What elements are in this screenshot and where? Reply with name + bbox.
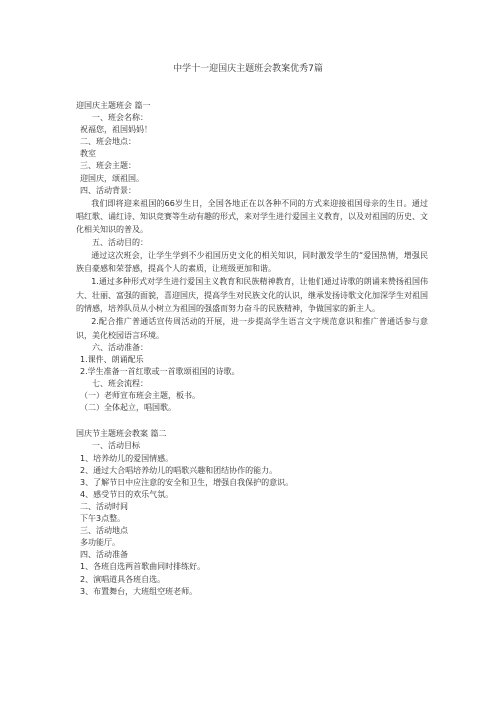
section-gap <box>76 414 428 428</box>
text-line: 四、活动背景： <box>80 185 136 195</box>
text-line: 二、活动时间 <box>80 501 128 511</box>
text-line: 1.课件、朗诵配乐 <box>80 354 144 364</box>
text-line: 下午3点整。 <box>80 514 126 524</box>
text-line: 2、演唱道具各班自选。 <box>80 574 166 584</box>
text-line: 三、班会主题： <box>80 161 136 171</box>
text-line: 4、感受节日的欢乐气氛。 <box>80 489 174 499</box>
text-line: 多功能厅。 <box>80 538 120 548</box>
paragraph: 2.配合推广普通话宣传周活动的开展，进一步提高学生语言文字规范意识和推广普通话参与意识，美化校园语言环境。 <box>76 317 428 340</box>
text-line: 祝福您，祖国妈妈！ <box>80 125 152 135</box>
text-line: 一、活动目标 <box>92 441 140 451</box>
document-body <box>76 100 428 598</box>
text-line: 七、班会流程： <box>92 379 148 389</box>
text-line: （二）全体起立，唱国歌。 <box>80 403 176 413</box>
text-line: 五、活动目的： <box>92 237 148 247</box>
text-line: 四、活动准备 <box>80 550 128 560</box>
text-line: 1、各班自选两首歌曲同时排练好。 <box>80 562 206 572</box>
paragraph: 1.通过多种形式对学生进行爱国主义教育和民族精神教育，让他们通过诗歌的朗诵来赞扬祖国伟大、壮丽、富强的面貌，喜迎国庆，提高学生对民族文化的认识，继承发扬诗歌文化加深学生对祖国的情感，培养队员从小树立为祖国的强盛而努力奋斗的民族精神，争做国家的新主人。 <box>76 277 428 313</box>
text-line: 二、班会地点： <box>80 137 136 147</box>
text-line: 3、了解节日中应注意的安全和卫生，增强自我保护的意识。 <box>80 477 294 487</box>
text-line: 2、通过大合唱培养幼儿的唱歌兴趣和团结协作的能力。 <box>80 465 278 475</box>
text-line: 一、班会名称： <box>92 113 148 123</box>
text-line: 六、活动准备： <box>92 342 148 352</box>
text-line: 迎国庆，颂祖国。 <box>80 173 144 183</box>
text-line: 2.学生准备一首红歌或一首歌颂祖国的诗歌。 <box>80 367 240 376</box>
text-line: 3、布置舞台，大班组空班老师。 <box>80 586 198 596</box>
section-heading: 迎国庆主题班会 篇一 <box>76 101 151 110</box>
text-line: （一）老师宣布班会主题，板书。 <box>80 391 200 401</box>
text-line: 三、活动地点 <box>80 526 128 536</box>
text-line: 1、培养幼儿的爱国情感。 <box>80 453 174 463</box>
section-heading: 国庆节主题班会教案 篇二 <box>76 429 167 439</box>
paragraph: 通过这次班会，让学生学到不少祖国历史文化的相关知识，同时激发学生的“爱国热情，增强民族自豪感和荣誉感，提高个人的素质，让班级更加和谐。 <box>76 250 428 274</box>
text-line: 教室 <box>80 149 96 159</box>
document-title: 中学十一迎国庆主题班会教案优秀7篇 <box>173 64 323 74</box>
paragraph: 我们即将迎来祖国的66岁生日，全国各地正在以各种不同的方式来迎接祖国母亲的生日。通过唱红歌、诵红诗、知识竞赛等生动有趣的形式，来对学生进行爱国主义教育，以及对祖国的历史、文化相关知识的普及。 <box>76 198 428 235</box>
